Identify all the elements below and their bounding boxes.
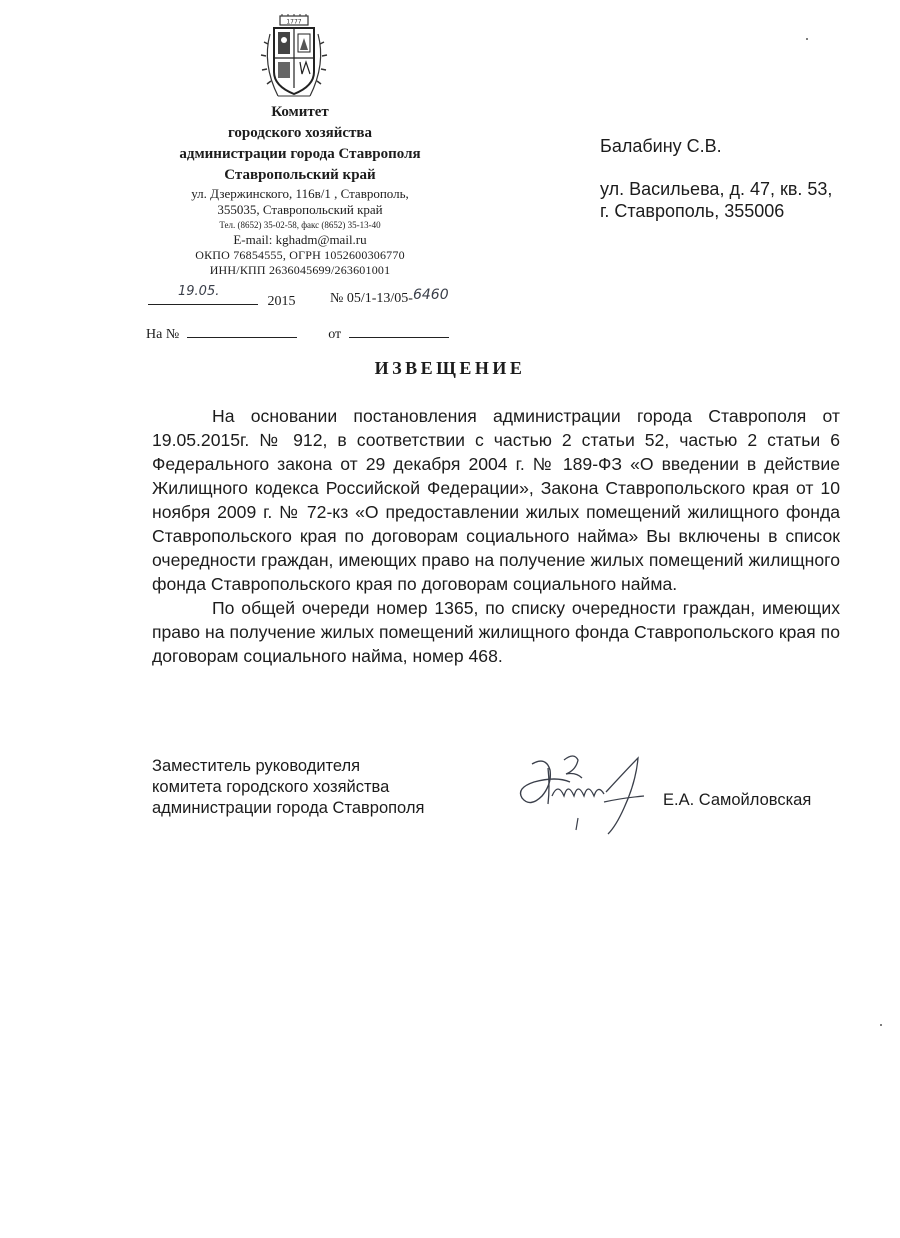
reply-number-blank [187,323,297,338]
handwritten-number: 6460 [412,287,449,303]
body-paragraph-1: На основании постановления администрации города Ставрополя от 19.05.2015г. № 912, в соответствии с частью 2 статьи 52, частью 2 статьи 6 Федерального закона от 29 декабря 2004 г. № 189-ФЗ «О введении в действие Жилищного кодекса Российской Федерации», Закона Ставропольского края от 10 ноября 2009 г. № 72-кз «О предоставлении жилых помещений жилищного фонда Ставропольского края по договорам социального найма» Вы включены в список очередности граждан, имеющих право на получение жилых помещений жилищного фонда Ставропольского края по договорам социального найма. [152,406,840,594]
reply-to-line [146,323,449,343]
signer-position [152,756,424,819]
handwritten-date: 19.05. [178,284,220,299]
signer-position-line3: администрации города Ставрополя [152,799,425,817]
org-address-line2: 355035, Ставропольский край [217,202,383,217]
letterhead-block [140,102,460,278]
document-body [152,404,840,668]
date-blank [148,284,258,305]
from-label: от [328,327,342,342]
org-region: Ставропольский край [224,167,376,183]
reply-to-label: На № [146,327,180,342]
org-email: E-mail: kghadm@mail.ru [233,232,367,247]
org-inn-kpp: ИНН/КПП 2636045699/263601001 [209,263,391,277]
scan-speck [880,1024,882,1026]
org-name-line3: администрации города Ставрополя [179,146,421,162]
org-name-line1: Комитет [271,104,329,120]
scan-speck [806,38,808,40]
document-title: ИЗВЕЩЕНИЕ [374,358,526,378]
signer-name: Е.А. Самойловская [663,791,812,809]
org-okpo-ogrn: ОКПО 76854555, ОГРН 1052600306770 [195,248,405,262]
body-paragraph-2: По общей очереди номер 1365, по списку очередности граждан, имеющих право на получение жилых помещений жилищного фонда Ставропольского края по договорам социального найма, номер 468. [152,598,840,666]
outgoing-year: 2015 [267,294,296,309]
coat-of-arms-emblem [260,14,328,104]
addressee-city: г. Ставрополь, 355006 [600,201,785,221]
outgoing-number-line [330,287,449,307]
org-name-line2: городского хозяйства [227,125,373,141]
signer-position-line2: комитета городского хозяйства [152,778,390,796]
org-address-line1: ул. Дзержинского, 116в/1 , Ставрополь, [191,186,409,201]
emblem-year: 1777 [286,18,302,26]
handwritten-signature [512,752,662,848]
addressee-street: ул. Васильева, д. 47, кв. 53, [600,179,833,199]
outgoing-date-line [148,284,296,310]
org-phones: Тел. (8652) 35-02-58, факс (8652) 35-13-40 [219,220,381,230]
reply-date-blank [349,323,449,338]
outgoing-number-prefix: № 05/1-13/05- [330,291,413,306]
signer-position-line1: Заместитель руководителя [152,757,361,775]
addressee-name: Балабину С.В. [600,136,722,156]
